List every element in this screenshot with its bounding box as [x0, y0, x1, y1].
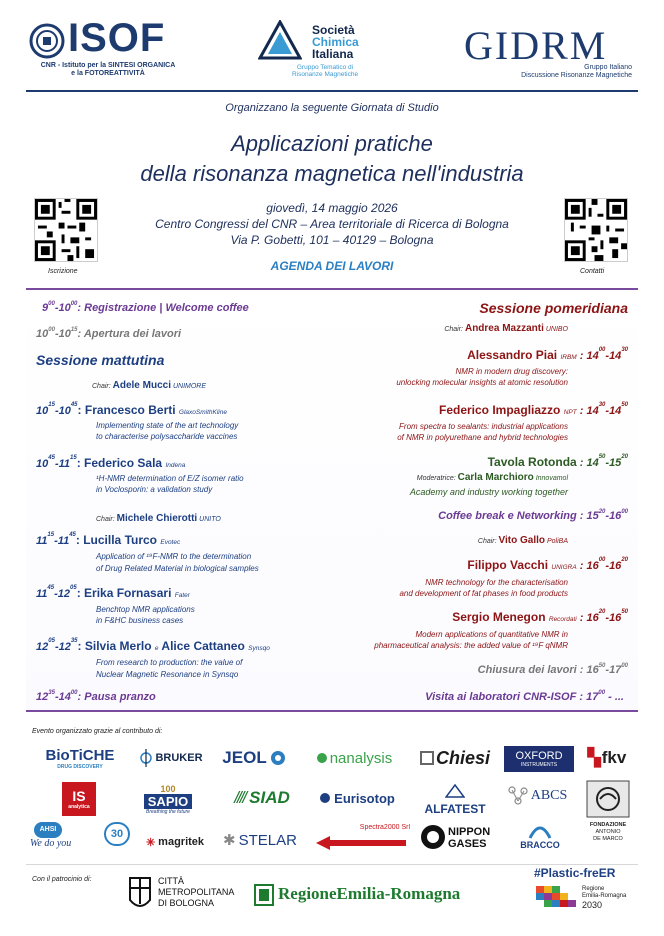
plastic-sub2: Emilia-Romagna [582, 893, 627, 899]
chair-morning-1: Chair: Adele Mucci UNIMORE [92, 380, 207, 391]
sci-triangle-icon [258, 20, 302, 60]
nippon-icon [420, 824, 446, 850]
patronage-rule [26, 864, 638, 865]
patron-regione-er[interactable] [254, 882, 461, 910]
plastic-sub3: 2030 [582, 900, 603, 910]
title-line1: Applicazioni pratiche [231, 131, 433, 156]
sponsor-fondazione-de-marco[interactable] [586, 780, 632, 856]
abstract-berti-2: to characterise polysaccharide vaccines [96, 432, 238, 441]
plastic-hashtag: #Plastic-freER [534, 866, 616, 880]
intro-text: Organizzano la seguente Giornata di Studio [225, 102, 439, 114]
bracco-icon [528, 822, 552, 840]
closing-row: Chiusura dei lavori : $16^{50}-17^{00}$ [477, 663, 628, 676]
talk-vacchi: Filippo Vacchi UNIGRA : $16^{00}-16^{20}$ [467, 557, 628, 572]
sponsor-fkv[interactable]: ▚ fkv [587, 748, 627, 767]
fondazione-line1: FONDAZIONE [589, 822, 627, 828]
nanalysis-icon [316, 752, 328, 764]
round-table-desc: Academy and industry working together [409, 487, 568, 497]
sponsor-abcs[interactable]: ABCS [502, 782, 572, 810]
qr-left-label: Iscrizione [48, 268, 78, 275]
abstract-merlo-1: From research to production: the value of [96, 658, 243, 667]
abstract-vacchi-1: NMR technology for the characterisation [425, 578, 568, 587]
abstract-piai-1: NMR in modern drug discovery: [455, 367, 568, 376]
sponsor-is-analytica[interactable]: IS analytica [62, 782, 96, 816]
ahsi-badge: AHSI [34, 822, 62, 838]
sponsor-stelar[interactable]: ✱ STELAR [223, 831, 297, 849]
talk-merlo-cattaneo: $12^{05}-12^{35}$: Silvia Merlo e Alice Cattaneo Synsqo [36, 638, 270, 653]
sci-line3: Italiana [312, 47, 354, 61]
sponsor-oxford[interactable]: OXFORD INSTRUMENTS [504, 746, 574, 772]
coffee-row: Coffee break e Networking : $15^{20}-16^{00}$ [438, 509, 628, 522]
isof-line1: CNR - Istituto per la SINTESI ORGANICA [40, 62, 176, 69]
gidrm-sub2: Discussione Risonanze Magnetiche [521, 72, 632, 79]
registration-row: $9^{00}-10^{00}$: Registrazione | Welcome coffee [42, 301, 249, 314]
abstract-piai-2: unlocking molecular insights at atomic resolution [396, 378, 568, 387]
abstract-impagliazzo-2: of NMR in polyurethane and hybrid technologies [397, 433, 568, 442]
header-rule [26, 90, 638, 92]
sci-sub1: Gruppo Tematico di [296, 64, 354, 71]
sponsor-30-years[interactable]: 30 [104, 822, 130, 846]
abstract-merlo-2: Nuclear Magnetic Resonance in Synsqo [96, 670, 239, 679]
patron-bologna[interactable] [128, 872, 238, 918]
sponsor-biotiche[interactable]: BioTiCHE DRUG DISCOVERY [45, 746, 115, 770]
agenda-title: AGENDA DEI LAVORI [270, 259, 394, 273]
event-address: Via P. Gobetti, 101 – 40129 – Bologna [230, 233, 434, 247]
chair-morning-2: Chair: Michele Chierotti UNITO [96, 513, 221, 524]
sponsor-spectra2000[interactable]: Spectra2000 Srl [312, 824, 410, 858]
abstract-menegon-1: Modern applications of quantitative NMR in [415, 630, 568, 639]
sponsor-jeol[interactable]: JEOL [214, 744, 294, 772]
abstract-turco-2: of Drug Related Material in biological samples [96, 564, 259, 573]
abstract-sala-2: in Voclosporin: a validation study [96, 485, 213, 494]
qr-contacts[interactable] [564, 198, 628, 266]
regione-flag-icon [254, 884, 274, 906]
title-line2: della risonanza magnetica nell'industria [140, 161, 524, 186]
talk-piai: Alessandro Piai IRBM : $14^{00}-14^{30}$ [467, 347, 628, 362]
lunch-row: $12^{35}-14^{00}$: Pausa pranzo [36, 690, 156, 703]
bologna-line3: DI BOLOGNA [158, 898, 215, 908]
talk-turco: $11^{15}-11^{45}$: Lucilla Turco Evotec [36, 532, 181, 547]
patronage-label: Con il patrocinio di: [32, 876, 92, 883]
qr-code-icon [564, 198, 628, 262]
fondazione-line3: DE MARCO [593, 836, 623, 842]
chair-afternoon-2: Chair: Vito Gallo PoliBA [477, 535, 568, 546]
sponsors-intro: Evento organizzato grazie al contributo di: [32, 728, 163, 735]
spectra-arrow-icon [316, 836, 406, 850]
plastic-mosaic-icon [536, 886, 576, 908]
talk-sala: $10^{45}-11^{15}$: Federico Sala Indena [36, 455, 186, 470]
bologna-line1: CITTÀ [158, 876, 184, 886]
jeol-swirl-icon [270, 750, 286, 766]
patron-plastic-free[interactable] [534, 866, 634, 926]
chiesi-icon [420, 751, 434, 765]
sponsor-chiesi[interactable]: Chiesi [414, 744, 496, 772]
talk-fornasari: $11^{45}-12^{05}$: Erika Fornasari Fater [36, 585, 190, 600]
sci-line1: Società [312, 23, 355, 37]
isof-logo [28, 16, 188, 82]
sponsor-nanalysis[interactable]: nanalysis [306, 744, 402, 772]
plastic-sub1: Regione [582, 886, 605, 892]
abstract-berti-1: Implementing state of the art technology [96, 421, 239, 430]
regione-word: RegioneEmilia-Romagna [278, 884, 461, 903]
abstract-fornasari-1: Benchtop NMR applications [96, 605, 195, 614]
abstract-fornasari-2: in F&HC business cases [96, 616, 184, 625]
isof-wordmark: ISOF [68, 16, 166, 60]
alfatest-icon [445, 784, 465, 798]
sponsor-alfatest[interactable]: ALFATEST [418, 782, 492, 816]
abstract-sala-1: ¹H-NMR determination of E/Z isomer ratio [96, 474, 244, 483]
abstract-vacchi-2: and development of fat phases in food products [399, 589, 568, 598]
session-morning-title: Sessione mattutina [36, 352, 165, 368]
sci-line2: Chimica [312, 35, 359, 49]
sci-sub2: Risonanze Magnetiche [291, 71, 359, 78]
event-date: giovedì, 14 maggio 2026 [266, 201, 398, 215]
fondazione-line2: ANTONIO [595, 829, 621, 835]
eurisotop-icon [319, 792, 331, 804]
fondazione-icon [586, 780, 630, 818]
gidrm-logo [464, 16, 636, 82]
talk-berti: $10^{15}-10^{45}$: Francesco Berti GlaxoSmithKline [36, 402, 227, 417]
abstract-menegon-2: pharmaceutical analysis: the added value of ¹⁹F qNMR [374, 641, 568, 650]
bologna-crest-icon [128, 874, 152, 914]
event-venue: Centro Congressi del CNR – Area territoriale di Ricerca di Bologna [155, 217, 509, 231]
abcs-molecule-icon [507, 785, 529, 807]
round-table-row: Tavola Rotonda : $14^{50}-15^{20}$ [487, 454, 628, 469]
qr-right-label: Contatti [580, 268, 605, 275]
gidrm-sub1: Gruppo Italiano [584, 64, 632, 71]
ahsi-tagline: We do you [30, 838, 72, 849]
round-table-moderator: Moderatrice: Carla Marchioro Innovamol [416, 472, 568, 483]
sponsor-bruker[interactable]: BRUKER [136, 744, 206, 772]
abstract-turco-1: Application of ¹⁹F-NMR to the determination [96, 552, 252, 561]
bologna-line2: METROPOLITANA [158, 887, 235, 897]
abstract-impagliazzo-1: From spectra to sealants: industrial applications [399, 422, 568, 431]
talk-impagliazzo: Federico Impagliazzo NPT : $14^{30}-14^{50}$ [439, 402, 628, 417]
gases-word: GASES [448, 838, 487, 850]
sponsor-siad[interactable]: //// SIAD [234, 788, 290, 807]
gidrm-wordmark: GIDRM [464, 23, 608, 68]
qr-registration[interactable] [34, 198, 98, 266]
qr-code-icon [34, 198, 98, 262]
isof-ring-icon [28, 22, 66, 60]
bruker-icon [139, 748, 153, 768]
session-afternoon-title: Sessione pomeridiana [479, 300, 628, 316]
sponsor-eurisotop[interactable]: Eurisotop [308, 784, 406, 812]
isof-line2: e la FOTOREATTIVITÀ [71, 70, 145, 77]
sponsor-magritek[interactable]: ✳ magritek [145, 836, 205, 849]
sponsor-ahsi[interactable] [30, 822, 100, 852]
sponsor-sapio[interactable]: 100 SAPIO Breathing the future [136, 780, 200, 818]
opening-row: $10^{00}-10^{15}$: Apertura dei lavori [36, 327, 182, 340]
sponsor-bracco[interactable]: BRACCO [514, 818, 566, 854]
nippon-word: NIPPON [448, 826, 491, 838]
chair-afternoon-1: Chair: Andrea Mazzanti UNIBO [444, 323, 568, 334]
visit-row: Visita ai laboratori CNR-ISOF : $17^{00}$ - ... [425, 690, 624, 703]
sponsor-nippon-gases[interactable] [420, 822, 500, 856]
sci-logo [256, 14, 386, 84]
talk-menegon: Sergio Menegon Recordati : $16^{20}-16^{50}$ [452, 609, 628, 624]
